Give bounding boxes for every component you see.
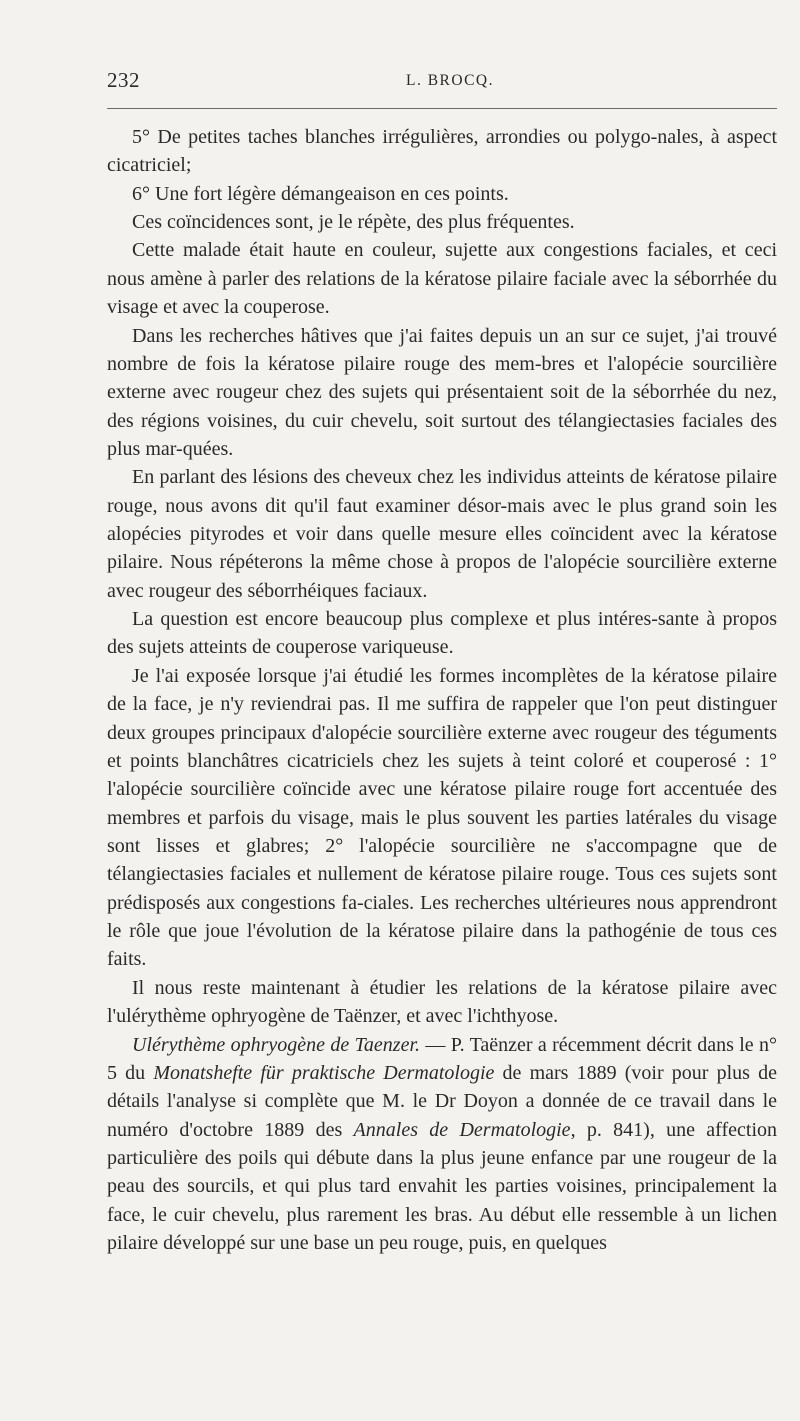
text-segment: — P. Taënzer a récemment décrit dans le n° 5 du <box>107 1033 777 1084</box>
page-number: 232 <box>107 68 140 92</box>
paragraph-relations: Il nous reste maintenant à étudier les relations de la kératose pilaire avec l'ulérythème ophryogène de Taënzer, et avec l'ichthyose. <box>107 976 777 1028</box>
paragraph-ulerytheme <box>107 1031 777 1258</box>
journal-title-italic: Annales de Dermatologie <box>353 1118 571 1141</box>
journal-title-italic: Monatshefte für praktische Dermatologie <box>153 1061 495 1084</box>
paragraph-lesions-cheveux: En parlant des lésions des cheveux chez les individus atteints de kératose pilaire rouge, nous avons dit qu'il faut examiner désor-mais avec le plus grand soin les alopécies pityrodes et voir dans quelle mesure elles coïncident avec la kératose pilaire. Nous répéterons la même chose à propos de l'alopécie sourcilière externe avec rougeur des séborrhéiques faciaux. <box>107 466 777 602</box>
paragraph-coincidences: Ces coïncidences sont, je le répète, des plus fréquentes. <box>132 211 575 234</box>
paragraph-question: La question est encore beaucoup plus complexe et plus intéres-sante à propos des sujets atteints de couperose variqueuse. <box>107 608 777 659</box>
running-head-author: L. BROCQ. <box>406 72 494 89</box>
body-text <box>107 123 777 1257</box>
paragraph-malade: Cette malade était haute en couleur, sujette aux congestions faciales, et ceci nous amène à parler des relations de la kératose pilaire faciale avec la séborrhée du visage et avec la couperose. <box>107 239 777 319</box>
header-rule <box>107 108 777 109</box>
paragraph-item-6: 6° Une fort légère démangeaison en ces points. <box>132 182 509 205</box>
paragraph-recherches: Dans les recherches hâtives que j'ai faites depuis un an sur ce sujet, j'ai trouvé nombre de fois la kératose pilaire rouge des mem-bres et l'alopécie sourcilière externe avec rougeur chez des sujets qui présentaient soit de la séborrhée du nez, des régions voisines, du cuir chevelu, soit surtout des télangiectasies faciales des plus mar-quées. <box>107 324 777 460</box>
paragraph-exposee: Je l'ai exposée lorsque j'ai étudié les formes incomplètes de la kératose pilaire de la face, je n'y reviendrai pas. Il me suffira de rappeler que l'on peut distinguer deux groupes principaux d'alopécie sourcilière externe avec rougeur des téguments et points blanchâtres cicatriciels chez les sujets à teint coloré et couperosé : 1° l'alopécie sourcilière coïncide avec une kératose pilaire rouge fort accentuée des membres et parfois du visage, mais le plus souvent les parties latérales du visage sont lisses et glabres; 2° l'alopécie sourcilière ne s'accompagne que de télangiectasies faciales et nullement de kératose pilaire rouge. Tous ces sujets sont prédisposés aux congestions fa-ciales. Les recherches ultérieures nous apprendront le rôle que joue l'évolution de la kératose pilaire dans la pathogénie de tous ces faits. <box>107 664 777 971</box>
section-heading-italic: Ulérythème ophryogène de Taenzer. <box>132 1033 421 1056</box>
text-segment: de mars 1889 (voir pour plus de détails l'analyse si complète que M. le Dr Doyon a donnée de ce travail dans le numéro d'octobre 1889 des <box>107 1061 777 1141</box>
paragraph-item-5: 5° De petites taches blanches irrégulières, arrondies ou polygo-nales, à aspect cicatriciel; <box>107 126 777 177</box>
running-head <box>107 68 777 100</box>
text-segment: , p. 841), une affection particulière des poils qui débute dans la plus jeune enfance par une rougeur de la peau des sourcils, et qui plus tard envahit les parties voisines, principalement la face, le cuir chevelu, plus rarement les bras. Au début elle ressemble à un lichen pilaire développé sur une base un peu rouge, puis, en quelques <box>107 1118 778 1255</box>
